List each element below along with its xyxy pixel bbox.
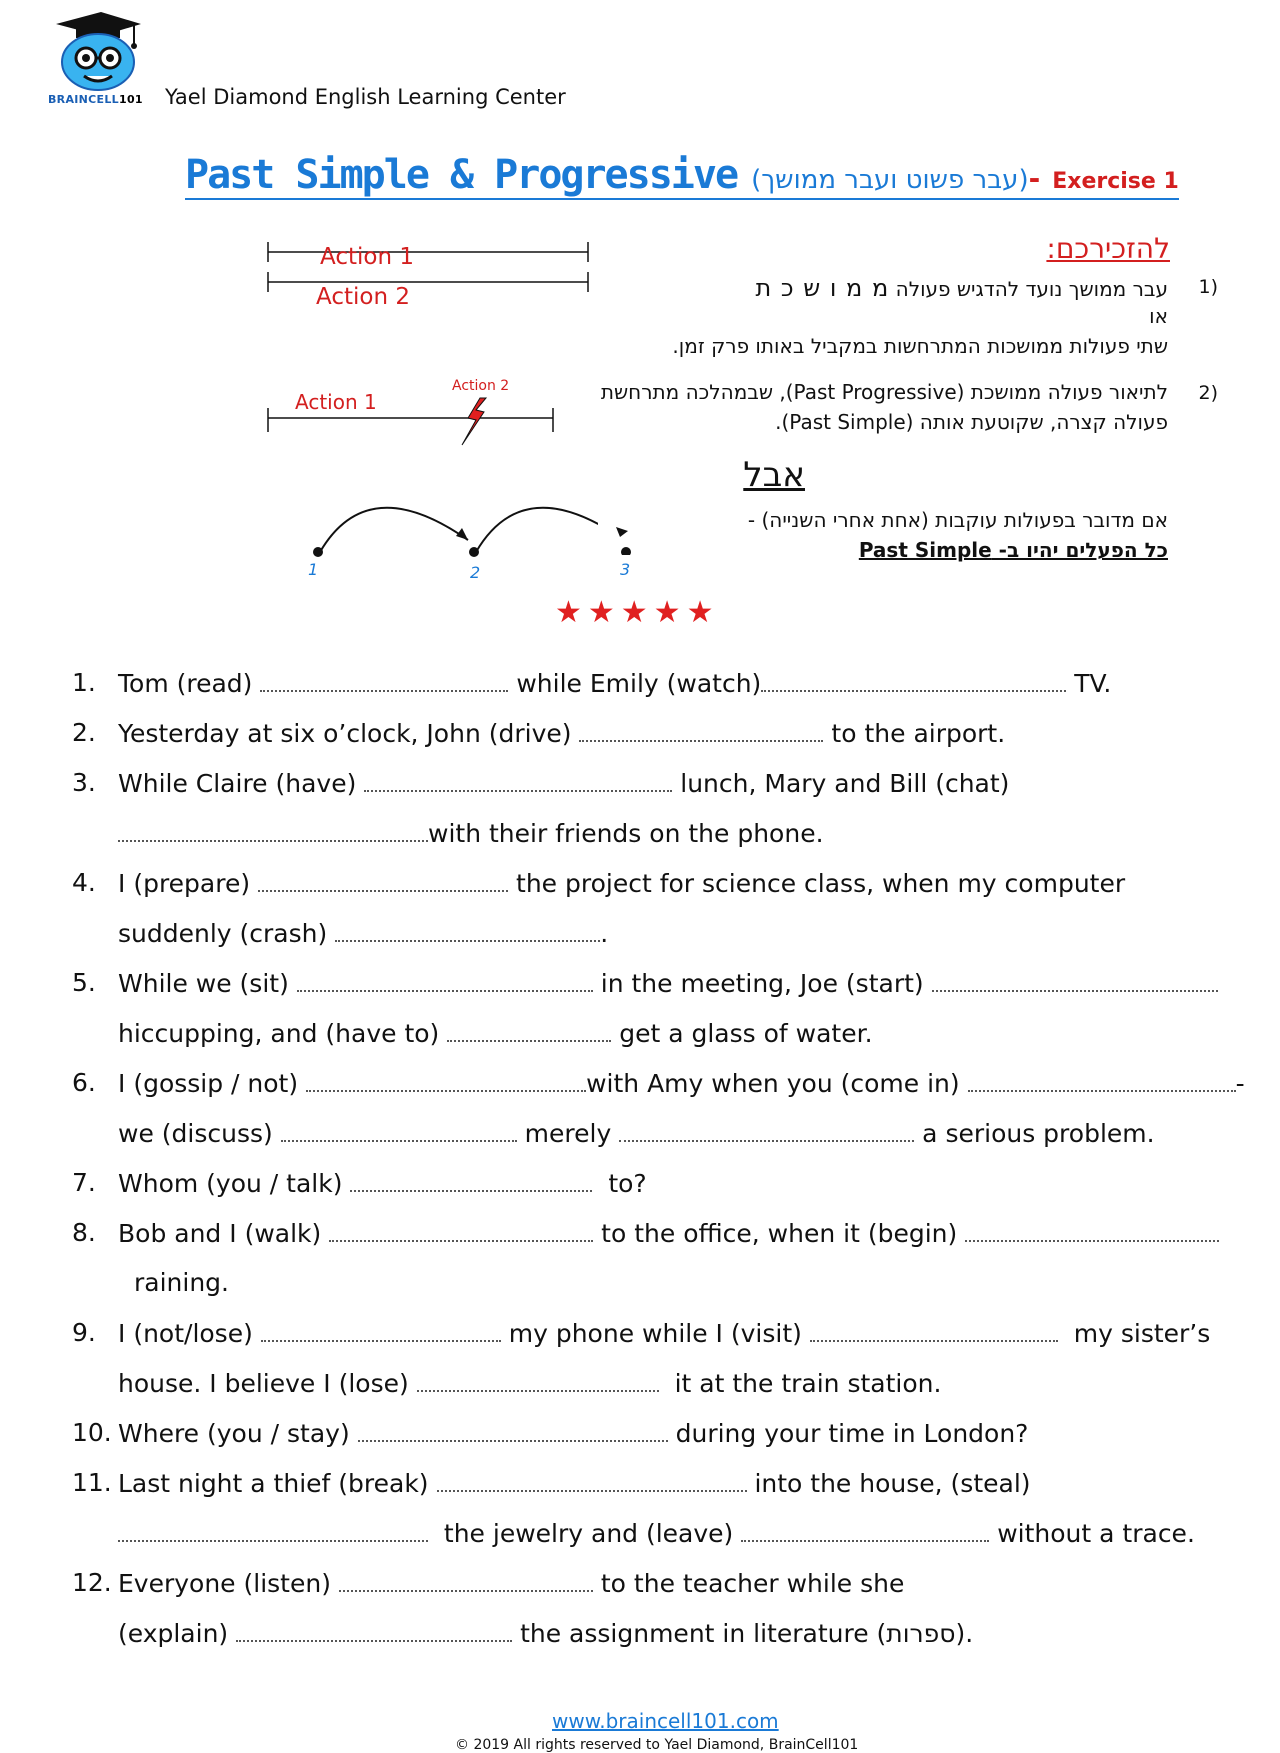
brain-mascot-icon [46,10,146,100]
exercise-9-text: I (not/lose) my phone while I (visit) my sister’s [118,1319,1211,1348]
blank[interactable] [339,1568,593,1592]
exercise-1: 1. [72,668,96,697]
blank[interactable] [417,1368,659,1392]
blank[interactable] [260,668,508,692]
blank[interactable] [364,768,672,792]
blank[interactable] [118,1518,428,1542]
blank[interactable] [261,1318,501,1342]
exercise-3-cont: with their friends on the phone. [118,818,824,848]
exercise-11-text: Last night a thief (break) into the house, (steal) [118,1469,1031,1498]
exercise-11-cont: the jewelry and (leave) without a trace. [118,1518,1195,1548]
blank[interactable] [619,1118,914,1142]
but-line-1: אם מדובר בפעולות עוקבות (אחת אחרי השנייה) - [747,508,1168,532]
exercise-9-num: 9. [72,1318,96,1347]
exercise-12-num: 12. [72,1568,112,1597]
seq-label-3: 3 [620,560,631,579]
exercise-7-num: 7. [72,1168,96,1197]
reminder-num-1: (1 [1198,276,1218,298]
blank[interactable] [329,1218,593,1242]
title-hebrew: (עבר פשוט ועבר ממושך) [751,165,1029,195]
blank[interactable] [447,1018,611,1042]
exercise-1-text: Tom (read) while Emily (watch) TV. [118,669,1112,698]
exercise-4-text: I (prepare) the project for science class, when my computer [118,869,1126,898]
exercise-5-cont: hiccupping, and (have to) get a glass of water. [118,1019,873,1048]
sequence-point-3 [616,525,636,555]
exercise-3-text: While Claire (have) lunch, Mary and Bill (chat) [118,769,1010,798]
reminder-item-1-or: או [1149,304,1168,328]
reminder-item-2-line-2: פעולה קצרה, שקוטעת אותה (Past Simple). [775,410,1168,434]
exercise-11-num: 11. [72,1468,112,1497]
exercise-8-cont: raining. [134,1268,229,1297]
lightning-icon [462,398,486,445]
exercise-9-cont: house. I believe I (lose) it at the train station. [118,1369,942,1398]
reminder-heading: להזכירכם: [1046,232,1170,265]
blank[interactable] [932,968,1218,992]
blank[interactable] [236,1618,512,1642]
but-line-2: כל הפעלים יהיו ב- Past Simple [858,538,1168,562]
blank[interactable] [281,1118,517,1142]
exercise-2-num: 2. [72,718,96,747]
blank[interactable] [437,1468,747,1492]
blank[interactable] [965,1218,1219,1242]
exercise-label: Exercise 1 [1052,169,1179,194]
page-title [185,152,1179,200]
reminder-item-2-line-1: לתיאור פעולה ממושכת (Past Progressive), שבמהלכה מתרחשת [600,380,1168,404]
exercise-5-text: While we (sit) in the meeting, Joe (start) [118,968,1218,998]
diagram-action-1-long: Action 1 [295,390,377,414]
exercise-6-num: 6. [72,1068,96,1097]
exercise-6-cont: we (discuss) merely a serious problem. [118,1119,1155,1148]
stars-divider: ★★★★★ [555,595,720,630]
center-name: Yael Diamond English Learning Center [165,85,566,109]
blank[interactable] [306,1068,586,1092]
blank[interactable] [741,1518,989,1542]
exercise-5-num: 5. [72,968,96,997]
diagram-action-2-short: Action 2 [452,378,510,394]
blank[interactable] [579,718,823,742]
blank[interactable] [297,968,593,992]
exercise-4-cont: suddenly (crash) . [118,919,609,948]
blank[interactable] [358,1418,668,1442]
title-dash: - [1028,162,1041,195]
exercise-8-num: 8. [72,1218,96,1247]
reminder-item-1-line-2: שתי פעולות ממושכות המתרחשות במקביל באותו פרק זמן. [672,334,1168,358]
footer-copyright: © 2019 All rights reserved to Yael Diamond, BrainCell101 [455,1737,859,1753]
exercise-2-text: Yesterday at six o’clock, John (drive) to the airport. [118,719,1006,748]
exercise-4-num: 4. [72,868,96,897]
exercise-3-num: 3. [72,768,96,797]
blank[interactable] [968,1068,1236,1092]
brand-text: BRAINCELL101 [48,93,143,106]
blank[interactable] [810,1318,1058,1342]
seq-label-2: 2 [470,563,481,582]
footer-link[interactable]: www.braincell101.com [552,1709,779,1733]
exercise-10-text: Where (you / stay) during your time in London? [118,1419,1029,1448]
blank[interactable] [335,918,600,942]
blank[interactable] [761,668,1066,692]
exercise-7-text: Whom (you / talk) to? [118,1169,647,1198]
exercise-10-num: 10. [72,1418,112,1447]
blank[interactable] [350,1168,592,1192]
reminder-item-1-line-1: עבר ממושך נועד להדגיש פעולה מ מ ו ש כ ת [755,274,1168,302]
diagram-action-1: Action 1 [320,244,414,270]
reminder-num-2: (2 [1198,382,1218,404]
blank[interactable] [118,818,428,842]
title-main: Past Simple & Progressive [185,152,738,198]
exercise-12-cont: (explain) the assignment in literature (ספרות). [118,1619,974,1648]
exercise-8-text: Bob and I (walk) to the office, when it (begin) [118,1218,1219,1248]
but-heading: אבל [743,455,805,495]
diagram-action-2: Action 2 [316,284,410,310]
exercise-12-text: Everyone (listen) to the teacher while she [118,1569,905,1598]
blank[interactable] [258,868,508,892]
seq-label-1: 1 [308,560,319,579]
exercise-6-text: I (gossip / not) with Amy when you (come in) - [118,1069,1245,1098]
